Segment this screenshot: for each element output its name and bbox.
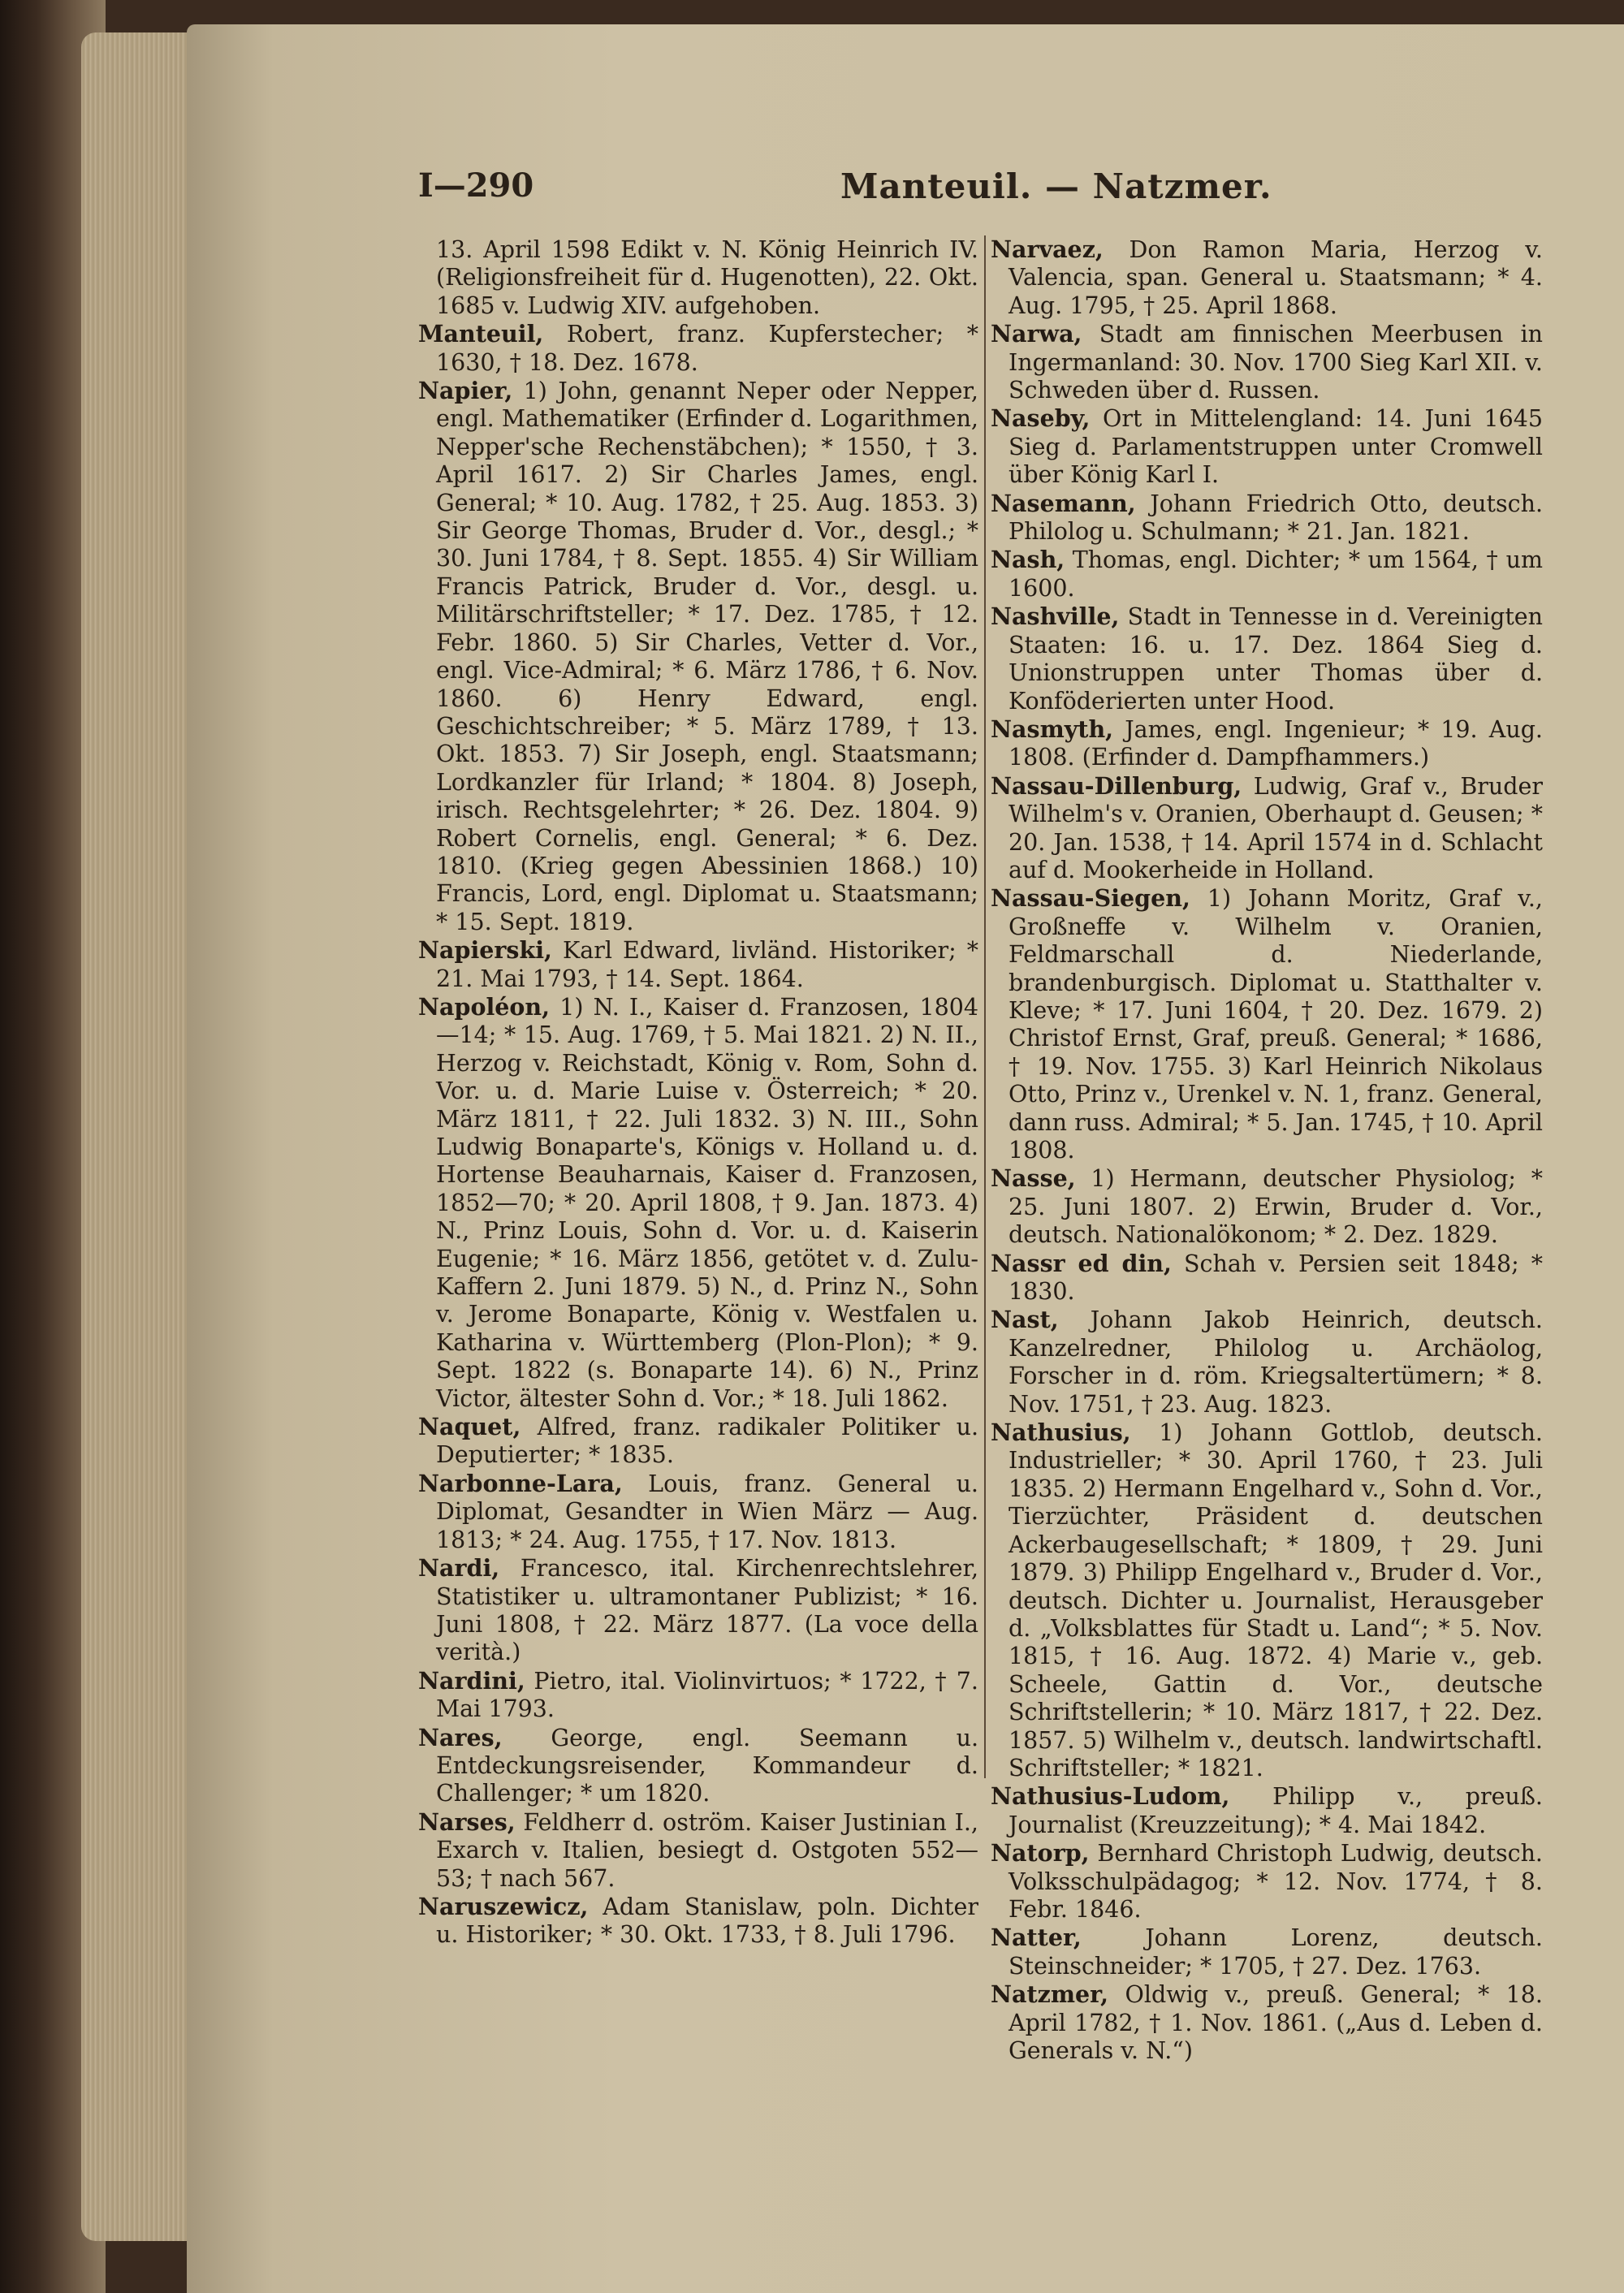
entry	[991, 546, 1543, 602]
entry-text: Oldwig v., preuß. General; * 18. April 1782, † 1. Nov. 1861. („Aus d. Leben d. Generals v. N.“)	[1009, 1981, 1543, 2064]
entry	[418, 993, 978, 1413]
entry-headword: Narwa,	[991, 320, 1082, 348]
entry-text: 1) Hermann, deutscher Physiolog; * 25. Juni 1807. 2) Erwin, Bruder d. Vor., deutsch. Nationalökonom; * 2. Dez. 1829.	[1009, 1165, 1543, 1249]
entry	[991, 235, 1543, 320]
entry-headword: Nassau-Dillenburg,	[991, 771, 1242, 800]
entry-headword: Napoléon,	[418, 992, 551, 1021]
entry	[991, 602, 1543, 715]
entry	[991, 490, 1543, 546]
entry	[418, 1667, 978, 1724]
entry	[991, 1980, 1543, 2065]
entry-headword: Natzmer,	[991, 1980, 1109, 2009]
entry-text: 1) N. I., Kaiser d. Franzosen, 1804—14; * 15. Aug. 1769, † 5. Mai 1821. 2) N. II., Herzog v. Reichstadt, König v. Rom, Sohn d. Vor. u. d. Marie Luise v. Österreich; * 20. März 1811, † 22. Juli 1832. 3) N. III., Sohn Ludwig Bonaparte's, Königs v. Holland u. d. Hortense Beauharnais, Kaiser d. Franzosen, 1852—70; * 20. April 1808, † 9. Jan. 1873. 4) N., Prinz Louis, Sohn d. Vor. u. d. Kaiserin Eugenie; * 16. März 1856, getötet v. d. Zulu-Kaffern 2. Juni 1879. 5) N., d. Prinz N., Sohn v. Jerome Bonaparte, König v. Westfalen u. Katharina v. Württemberg (Plon-Plon); * 9. Sept. 1822 (s. Bonaparte 14). 6) N., Prinz Victor, ältester Sohn d. Vor.; * 18. Juli 1862.	[436, 993, 978, 1412]
entry-headword: Nasmyth,	[991, 715, 1114, 743]
entry	[418, 1893, 978, 1950]
entry-text: 13. April 1598 Edikt v. N. König Heinrich IV. (Religionsfreiheit für d. Hugenotten), 22. Okt. 1685 v. Ludwig XIV. aufgehoben.	[436, 236, 978, 319]
page-header	[418, 166, 1587, 215]
entry	[991, 1164, 1543, 1249]
entry	[418, 1554, 978, 1667]
entry-headword: Nash,	[991, 546, 1065, 574]
entry-headword: Nathusius,	[991, 1419, 1131, 1447]
entry-headword: Nashville,	[991, 602, 1120, 631]
entry-text: Johann Friedrich Otto, deutsch. Philolog u. Schulmann; * 21. Jan. 1821.	[1009, 490, 1543, 546]
entry-headword: Nast,	[991, 1306, 1059, 1334]
entry-headword: Manteuil,	[418, 320, 544, 348]
entry-text: Stadt in Tennesse in d. Vereinigten Staaten: 16. u. 17. Dez. 1864 Sieg d. Unionstruppen unter Thomas über d. Konföderierten unter Hood.	[1009, 603, 1543, 715]
entry-headword: Napierski,	[418, 936, 552, 965]
entry-text: Ort in Mittelengland: 14. Juni 1645 Sieg d. Parlamentstruppen unter Cromwell über König Karl I.	[1009, 405, 1543, 489]
entry	[991, 1924, 1543, 1980]
entry-text: Ludwig, Graf v., Bruder Wilhelm's v. Oranien, Oberhaupt d. Geusen; * 20. Jan. 1538, † 14. April 1574 in d. Schlacht auf d. Mookerheide in Holland.	[1009, 772, 1543, 883]
entry-text: Stadt am finnischen Meerbusen in Ingermanland: 30. Nov. 1700 Sieg Karl XII. v. Schweden über d. Russen.	[1009, 321, 1543, 404]
running-head: Manteuil. — Natzmer.	[840, 166, 1272, 206]
column-divider	[984, 235, 986, 1778]
entry	[991, 772, 1543, 885]
entry-text: Adam Stanislaw, poln. Dichter u. Historiker; * 30. Okt. 1733, † 8. Juli 1796.	[436, 1893, 978, 1949]
entry-headword: Nardi,	[418, 1554, 500, 1583]
entry-text: 1) John, genannt Neper oder Nepper, engl. Mathematiker (Erfinder d. Logarithmen, Nepper'sche Rechenstäbchen); * 1550, † 3. April 1617. 2) Sir Charles James, engl. General; * 10. Aug. 1782, † 25. Aug. 1853. 3) Sir George Thomas, Bruder d. Vor., desgl.; * 30. Juni 1784, † 8. Sept. 1855. 4) Sir William Francis Patrick, Bruder d. Vor., desgl. u. Militärschriftsteller; * 17. Dez. 1785, † 12. Febr. 1860. 5) Sir Charles, Vetter d. Vor., engl. Vice-Admiral; * 6. März 1786, † 6. Nov. 1860. 6) Henry Edward, engl. Geschichtschreiber; * 5. März 1789, † 13. Okt. 1853. 7) Sir Joseph, engl. Staatsmann; Lordkanzler für Irland; * 1804. 8) Joseph, irisch. Rechtsgelehrter; * 26. Dez. 1804. 9) Robert Cornelis, engl. General; * 6. Dez. 1810. (Krieg gegen Abessinien 1868.) 10) Francis, Lord, engl. Diplomat u. Staatsmann; * 15. Sept. 1819.	[436, 378, 978, 935]
entry	[991, 715, 1543, 772]
entry-text: Thomas, engl. Dichter; * um 1564, † um 1600.	[1009, 546, 1543, 602]
entry-headword: Naquet,	[418, 1413, 521, 1441]
entry-text: Feldherr d. oström. Kaiser Justinian I., Exarch v. Italien, besiegt d. Ostgoten 552—53; † nach 567.	[436, 1808, 978, 1892]
entry-headword: Nassr ed din,	[991, 1249, 1172, 1277]
entry-headword: Nassau-Siegen,	[991, 884, 1190, 913]
right-column	[991, 235, 1543, 2065]
entry-text: Don Ramon Maria, Herzog v. Valencia, span. General u. Staatsmann; * 4. Aug. 1795, † 25. April 1868.	[1009, 236, 1543, 319]
entry-text: 1) Johann Moritz, Graf v., Großneffe v. Wilhelm v. Oranien, Feldmarschall d. Niederlande, brandenburgisch. Diplomat u. Statthalter v. Kleve; * 17. Juni 1604, † 20. Dez. 1679. 2) Christof Ernst, Graf, preuß. General; * 1686, † 19. Nov. 1755. 3) Karl Heinrich Nikolaus Otto, Prinz v., Urenkel v. N. 1, franz. General, dann russ. Admiral; * 5. Jan. 1745, † 10. April 1808.	[1009, 885, 1543, 1164]
entry-headword: Nathusius-Ludom,	[991, 1782, 1230, 1811]
entry-headword: Nardini,	[418, 1666, 525, 1695]
left-column	[418, 235, 978, 1950]
entry-headword: Naruszewicz,	[418, 1892, 589, 1920]
entry-headword: Napier,	[418, 377, 513, 405]
entry	[991, 404, 1543, 489]
entry	[418, 1724, 978, 1808]
entry-text: Louis, franz. General u. Diplomat, Gesandter in Wien März — Aug. 1813; * 24. Aug. 1755, † 17. Nov. 1813.	[436, 1470, 978, 1553]
entry	[418, 1808, 978, 1893]
entry	[418, 235, 978, 320]
entry-headword: Nasemann,	[991, 489, 1136, 517]
entry	[418, 1413, 978, 1470]
entry-headword: Natorp,	[991, 1839, 1090, 1868]
entry-headword: Naseby,	[991, 404, 1091, 433]
page-number: I—290	[418, 166, 534, 205]
entry	[991, 1419, 1543, 1782]
entry-text: Karl Edward, livländ. Historiker; * 21. Mai 1793, † 14. Sept. 1864.	[436, 937, 978, 992]
entry-text: 1) Johann Gottlob, deutsch. Industrieller; * 30. April 1760, † 23. Juli 1835. 2) Hermann Engelhard v., Sohn d. Vor., Tierzüchter, Präsident d. deutschen Ackerbaugesellschaft; * 1809, † 29. Juni 1879. 3) Philipp Engelhard v., Bruder d. Vor., deutsch. Dichter u. Journalist, Herausgeber d. „Volksblattes für Stadt u. Land“; * 5. Nov. 1815, † 16. Aug. 1872. 4) Marie v., geb. Scheele, Gattin d. Vor., deutsche Schriftstellerin; * 10. März 1817, † 22. Dez. 1857. 5) Wilhelm v., deutsch. landwirtschaftl. Schriftsteller; * 1821.	[1009, 1419, 1543, 1781]
entry-text: Johann Jakob Heinrich, deutsch. Kanzelredner, Philolog u. Archäolog, Forscher in d. röm. Kriegsaltertümern; * 8. Nov. 1751, † 23. Aug. 1823.	[1009, 1306, 1543, 1418]
entry	[418, 377, 978, 936]
entry	[991, 1250, 1543, 1306]
entry-text: James, engl. Ingenieur; * 19. Aug. 1808. (Erfinder d. Dampfhammers.)	[1009, 715, 1543, 771]
entry	[418, 936, 978, 993]
entry	[418, 1470, 978, 1554]
entry-text: Alfred, franz. radikaler Politiker u. Deputierter; * 1835.	[436, 1414, 978, 1469]
entry	[418, 320, 978, 377]
entry-headword: Nares,	[418, 1723, 503, 1751]
entry-headword: Nasse,	[991, 1164, 1076, 1193]
entry	[991, 884, 1543, 1164]
entry-text: Johann Lorenz, deutsch. Steinschneider; * 1705, † 27. Dez. 1763.	[1009, 1924, 1543, 1980]
entry-text: Pietro, ital. Violinvirtuos; * 1722, † 7. Mai 1793.	[436, 1667, 978, 1723]
entry-text: Bernhard Christoph Ludwig, deutsch. Volksschulpädagog; * 12. Nov. 1774, † 8. Febr. 1846.	[1009, 1840, 1543, 1923]
entry-headword: Narvaez,	[991, 235, 1104, 263]
entry-text: Robert, franz. Kupferstecher; * 1630, † 18. Dez. 1678.	[436, 321, 978, 376]
entry-headword: Narses,	[418, 1807, 516, 1836]
entry-headword: Natter,	[991, 1924, 1082, 1952]
entry	[991, 1782, 1543, 1839]
entry	[991, 1839, 1543, 1924]
entry-text: Francesco, ital. Kirchenrechtslehrer, Statistiker u. ultramontaner Publizist; * 16. Juni 1808, † 22. März 1877. (La voce della verità.)	[436, 1555, 978, 1666]
entry-text: George, engl. Seemann u. Entdeckungsreisender, Kommandeur d. Challenger; * um 1820.	[436, 1724, 978, 1807]
entry	[991, 320, 1543, 404]
entry-headword: Narbonne-Lara,	[418, 1469, 623, 1497]
entry-text: Philipp v., preuß. Journalist (Kreuzzeitung); * 4. Mai 1842.	[1009, 1783, 1543, 1838]
entry-text: Schah v. Persien seit 1848; * 1830.	[1009, 1250, 1543, 1306]
entry	[991, 1306, 1543, 1419]
